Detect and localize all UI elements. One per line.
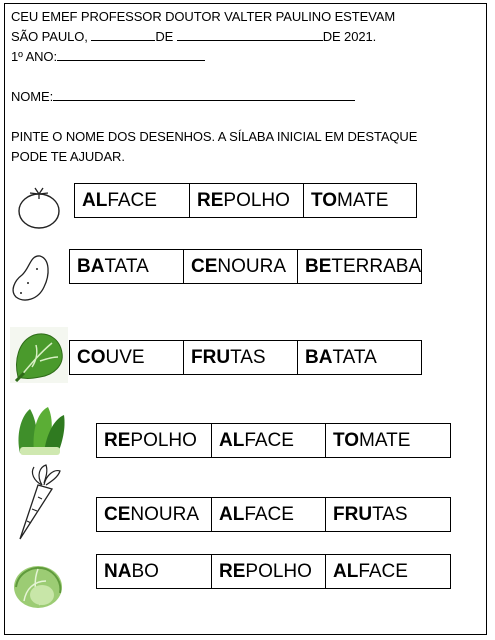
word-option[interactable]: BA TATA [297, 341, 421, 374]
name-line [11, 89, 355, 104]
tomato-icon [16, 185, 62, 231]
word-option[interactable]: AL FACE [211, 498, 325, 531]
lettuce-icon [14, 403, 68, 457]
word-option[interactable]: AL FACE [211, 424, 325, 457]
word-row-2 [69, 249, 422, 284]
word-row-3 [69, 340, 422, 375]
word-option[interactable]: BE TERRABA [297, 250, 421, 283]
word-option[interactable]: TO MATE [325, 424, 450, 457]
kale-icon [10, 327, 68, 383]
name-blank[interactable] [53, 89, 355, 101]
word-option[interactable]: FRU TAS [183, 341, 297, 374]
word-option[interactable]: AL FACE [325, 555, 450, 588]
word-row-5 [96, 497, 451, 532]
city-label: SÃO PAULO, [11, 29, 88, 44]
potato-icon [10, 253, 52, 305]
word-row-6 [96, 554, 451, 589]
word-option[interactable]: BA TATA [77, 255, 149, 277]
name-label: NOME: [11, 89, 54, 104]
date-line [11, 29, 376, 44]
year-label: 1º ANO: [11, 49, 57, 64]
word-option[interactable]: RE POLHO [104, 429, 197, 451]
carrot-icon [12, 463, 64, 543]
cabbage-icon [12, 561, 64, 611]
word-option[interactable]: TO MATE [303, 184, 416, 217]
day-blank[interactable] [91, 29, 155, 41]
date-de-label-1: DE [155, 29, 174, 44]
year-blank[interactable] [57, 49, 205, 61]
instruction-line-1: PINTE O NOME DOS DESENHOS. A SÍLABA INICIAL EM DESTAQUE [11, 129, 418, 144]
word-option[interactable]: NA BO [104, 560, 159, 582]
word-option[interactable]: AL FACE [82, 189, 157, 211]
year-line [11, 49, 205, 64]
word-option[interactable]: CO UVE [77, 346, 145, 368]
word-option[interactable]: RE POLHO [211, 555, 325, 588]
instruction-line-2: PODE TE AJUDAR. [11, 149, 125, 164]
word-option[interactable]: CE NOURA [104, 503, 200, 525]
date-de-label-2: DE 2021. [322, 29, 377, 44]
word-option[interactable]: RE POLHO [189, 184, 303, 217]
word-row-1 [74, 183, 417, 218]
school-name: CEU EMEF PROFESSOR DOUTOR VALTER PAULINO ESTEVAM [11, 9, 396, 24]
month-blank[interactable] [177, 29, 323, 41]
word-option[interactable]: FRU TAS [325, 498, 450, 531]
word-row-4 [96, 423, 451, 458]
word-option[interactable]: CE NOURA [183, 250, 297, 283]
